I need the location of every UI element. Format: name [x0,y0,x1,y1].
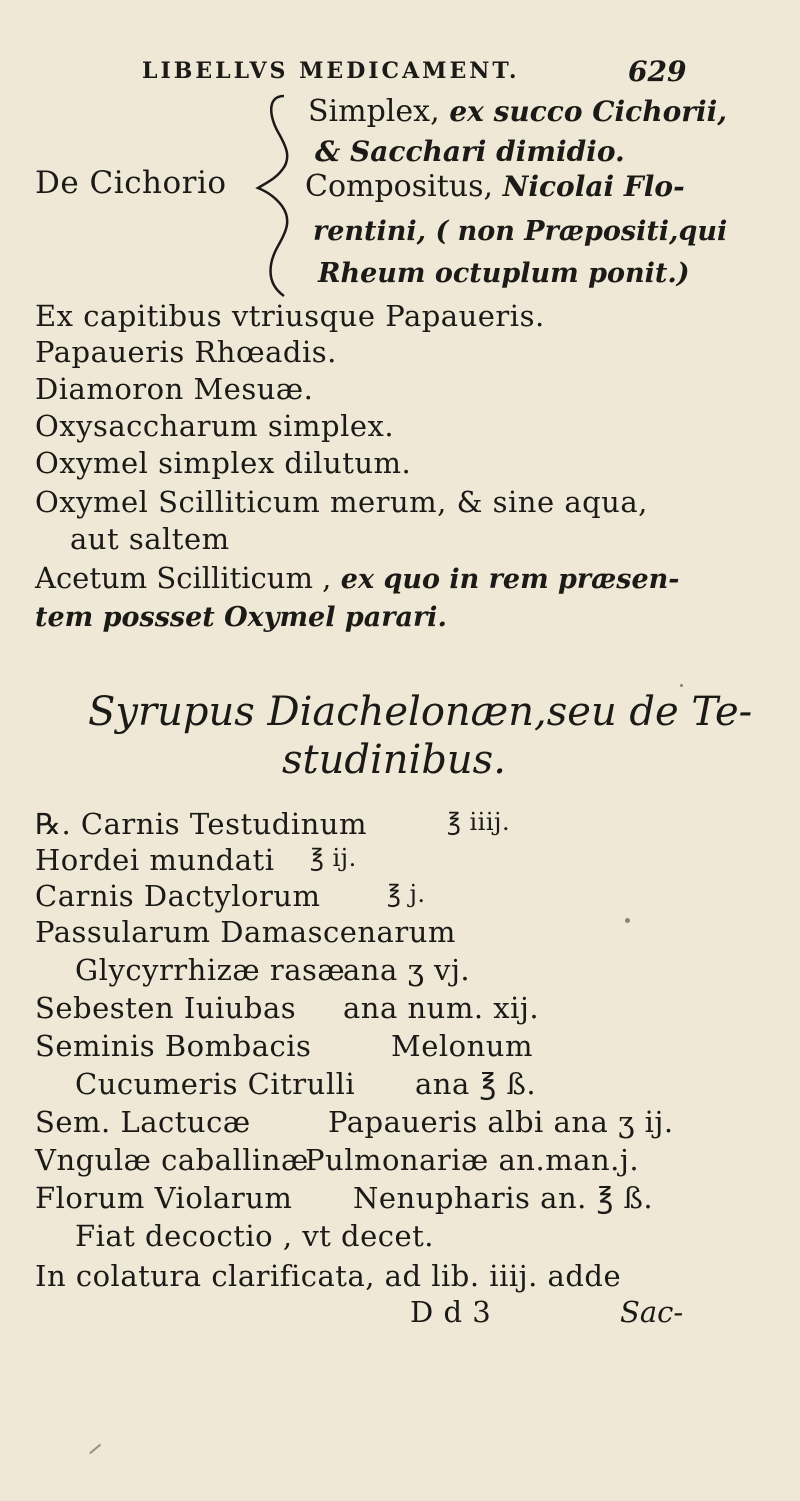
recipe-line [35,1105,674,1139]
recipe-ingredient: Glycyrrhizæ rasæ [75,953,346,987]
acetum-line-1 [35,561,680,595]
recipe-quantity: Nenupharis an. ℥ ß. [353,1181,654,1215]
acetum-note: ex quo in rem præsen- [331,564,680,595]
recipe-ingredient: Cucumeris Citrulli [75,1067,356,1101]
list-item: aut saltem [70,522,230,556]
acetum-line-2: tem possset Oxymel parari. [35,602,447,633]
recipe-ingredient: Seminis Bombacis [35,1029,312,1063]
recipe-ingredient: Carnis Dactylorum [35,879,321,913]
recipe-line [35,1181,654,1215]
signature-mark: D d 3 [410,1295,492,1329]
recipe-line: Passularum Damascenarum [35,915,456,949]
list-item: Ex capitibus vtriusque Papaueris. [35,299,545,333]
cichorio-line-5: Rheum octuplum ponit.) [318,258,690,289]
simplex-word: Simplex, [308,94,440,129]
list-item: Oxymel simplex dilutum. [35,446,412,480]
recipe-quantity: Papaueris albi ana ʒ ij. [328,1105,674,1139]
ink-speck [625,918,630,923]
curly-brace-icon [252,92,302,302]
recipe-quantity: ana num. xij. [343,991,540,1025]
cichorio-line-1 [308,94,728,129]
list-item: Oxysaccharum simplex. [35,409,395,443]
recipe-line [35,1143,640,1177]
recipe-quantity: ℥ j. [387,880,426,908]
cichorio-line-3 [305,169,685,204]
recipe-line [75,953,471,987]
recipe-ingredient: Sem. Lactucæ [35,1105,251,1139]
page-number: 629 [628,55,687,88]
ink-speck [680,684,683,687]
recipe-ingredient: Vngulæ caballinæ [35,1143,309,1177]
recipe-quantity: Melonum [391,1029,533,1063]
recipe-line [35,991,540,1025]
catchword: Sac- [620,1295,684,1329]
recipe-ingredient: Sebesten Iuiubas [35,991,297,1025]
cichorio-line-2: & Sacchari dimidio. [315,135,625,168]
running-title: LIBELLVS MEDICAMENT. [142,58,520,84]
compositus-word: Compositus, [305,169,494,204]
list-item: Diamoron Mesuæ. [35,372,314,406]
recipe-quantity: Pulmonariæ an.man.j. [305,1143,640,1177]
acetum-word: Acetum Scilliticum , [35,561,332,595]
cichorio-label: De Cichorio [35,165,227,201]
ink-mark [89,1444,101,1454]
recipe-line: Fiat decoctio , vt decet. [75,1219,435,1253]
recipe-line [75,1067,537,1101]
section-title-line-2: studinibus. [282,737,506,783]
recipe-line [35,1029,533,1063]
list-item: Papaueris Rhœadis. [35,335,337,369]
recipe-line [35,843,357,877]
recipe-quantity: ana ʒ vj. [343,953,471,987]
recipe-ingredient: ℞. Carnis Testudinum [35,807,367,841]
simplex-source: ex succo Cichorii, [439,95,728,128]
cichorio-line-4: rentini, ( non Præpositi,qui [313,216,728,247]
recipe-quantity: ℥ ij. [310,844,357,872]
recipe-quantity: ana ℥ ß. [415,1067,537,1101]
compositus-source: Nicolai Flo- [493,170,685,203]
list-item: Oxymel Scilliticum merum, & sine aqua, [35,485,648,519]
recipe-ingredient: Florum Violarum [35,1181,293,1215]
recipe-quantity: ℥ iiij. [447,808,511,836]
recipe-ingredient: Hordei mundati [35,843,275,877]
recipe-line [35,807,511,841]
recipe-line: In colatura clarificata, ad lib. iiij. adde [35,1259,622,1293]
section-title-line-1: Syrupus Diachelonæn,seu de Te- [88,689,753,735]
recipe-line [35,879,426,913]
